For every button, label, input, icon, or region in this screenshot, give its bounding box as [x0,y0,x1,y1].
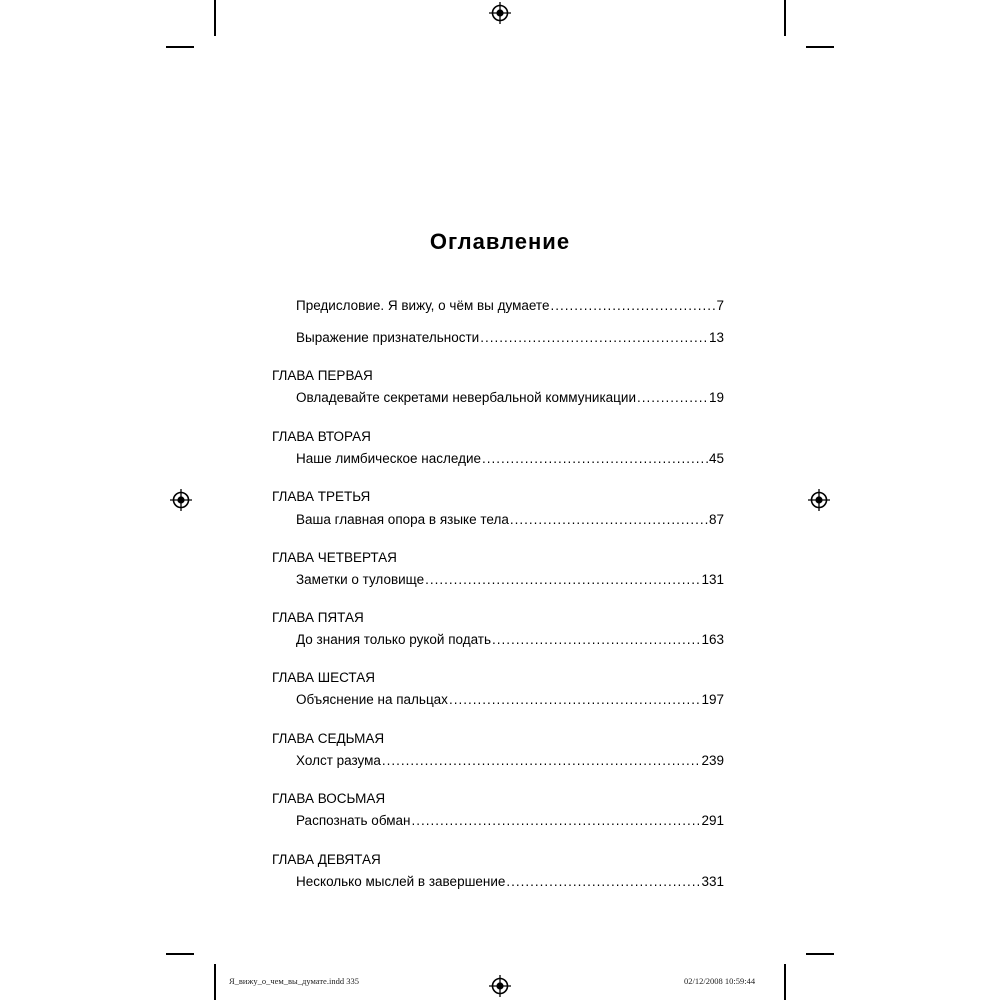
registration-mark-icon [488,974,512,998]
toc-leader-dots [510,511,708,529]
toc-entry-text: Овладевайте секретами невербальной коммуникации [296,390,636,405]
chapter-label: ГЛАВА ЧЕТВЕРТАЯ [272,550,397,565]
chapter-label: ГЛАВА ШЕСТАЯ [272,670,375,685]
page-title: Оглавление [429,229,571,254]
chapter-label: ГЛАВА ТРЕТЬЯ [272,489,371,504]
crop-mark-bottom-left [214,964,216,1000]
toc-entry-text: Холст разума [296,753,381,768]
crop-mark-right-top [806,46,834,48]
toc-leader-dots [492,631,700,649]
toc-entry-chapter-9[interactable] [296,873,724,891]
toc-page-number: 239 [701,753,724,768]
crop-mark-top-right [784,0,786,36]
toc-leader-dots [480,329,708,347]
toc-entry-chapter-2[interactable] [296,450,724,468]
toc-page-number: 45 [708,451,724,466]
toc-entry-chapter-6[interactable] [296,691,724,709]
toc-entry-text: До знания только рукой подать [296,632,492,647]
toc-entry-chapter-7[interactable] [296,752,724,770]
toc-page-number: 163 [701,632,724,647]
toc-entry-text: Наше лимбическое наследие [296,451,482,466]
toc-page-number: 197 [701,692,724,707]
toc-page-number: 19 [708,390,724,405]
toc-entry-acknowledgements[interactable] [296,329,724,347]
toc-page-number: 331 [701,874,724,889]
chapter-label: ГЛАВА ДЕВЯТАЯ [272,852,381,867]
toc-entry-text: Несколько мыслей в завершение [296,874,506,889]
registration-mark-icon [169,488,193,512]
toc-entry-chapter-4[interactable] [296,571,724,589]
print-slug-filename: Я_вижу_о_чем_вы_думате.indd 335 [229,976,359,986]
toc-page-number: 291 [701,813,724,828]
toc-entry-chapter-8[interactable] [296,812,724,830]
crop-mark-left-top [166,46,194,48]
toc-page-number: 87 [708,512,724,527]
crop-mark-bottom-right [784,964,786,1000]
chapter-label: ГЛАВА СЕДЬМАЯ [272,731,385,746]
toc-entry-preface[interactable] [296,297,724,315]
toc-entry-text: Заметки о туловище [296,572,425,587]
toc-entry-text: Выражение признательности [296,330,480,345]
toc-leader-dots [425,571,700,589]
toc-entry-chapter-1[interactable] [296,389,724,407]
toc-entry-text: Распознать обман [296,813,411,828]
toc-leader-dots [482,450,708,468]
toc-page-number: 131 [701,572,724,587]
chapter-label: ГЛАВА ВОСЬМАЯ [272,791,386,806]
chapter-label: ГЛАВА ПЯТАЯ [272,610,364,625]
toc-page-number: 13 [708,330,724,345]
toc-page-number: 7 [716,298,724,313]
toc-leader-dots [550,297,715,315]
toc-entry-chapter-3[interactable] [296,511,724,529]
chapter-label: ГЛАВА ВТОРАЯ [272,429,371,444]
toc-leader-dots [637,389,708,407]
toc-entry-text: Объяснение на пальцах [296,692,448,707]
chapter-label: ГЛАВА ПЕРВАЯ [272,368,373,383]
toc-entry-text: Предисловие. Я вижу, о чём вы думаете [296,298,550,313]
toc-leader-dots [412,812,701,830]
registration-mark-icon [488,1,512,25]
toc-entry-text: Ваша главная опора в языке тела [296,512,509,527]
toc-leader-dots [382,752,701,770]
print-slug-datetime: 02/12/2008 10:59:44 [684,976,756,986]
crop-mark-right-bottom [806,953,834,955]
toc-leader-dots [506,873,700,891]
toc-entry-chapter-5[interactable] [296,631,724,649]
crop-mark-top-left [214,0,216,36]
crop-mark-left-bottom [166,953,194,955]
toc-leader-dots [449,691,701,709]
registration-mark-icon [807,488,831,512]
